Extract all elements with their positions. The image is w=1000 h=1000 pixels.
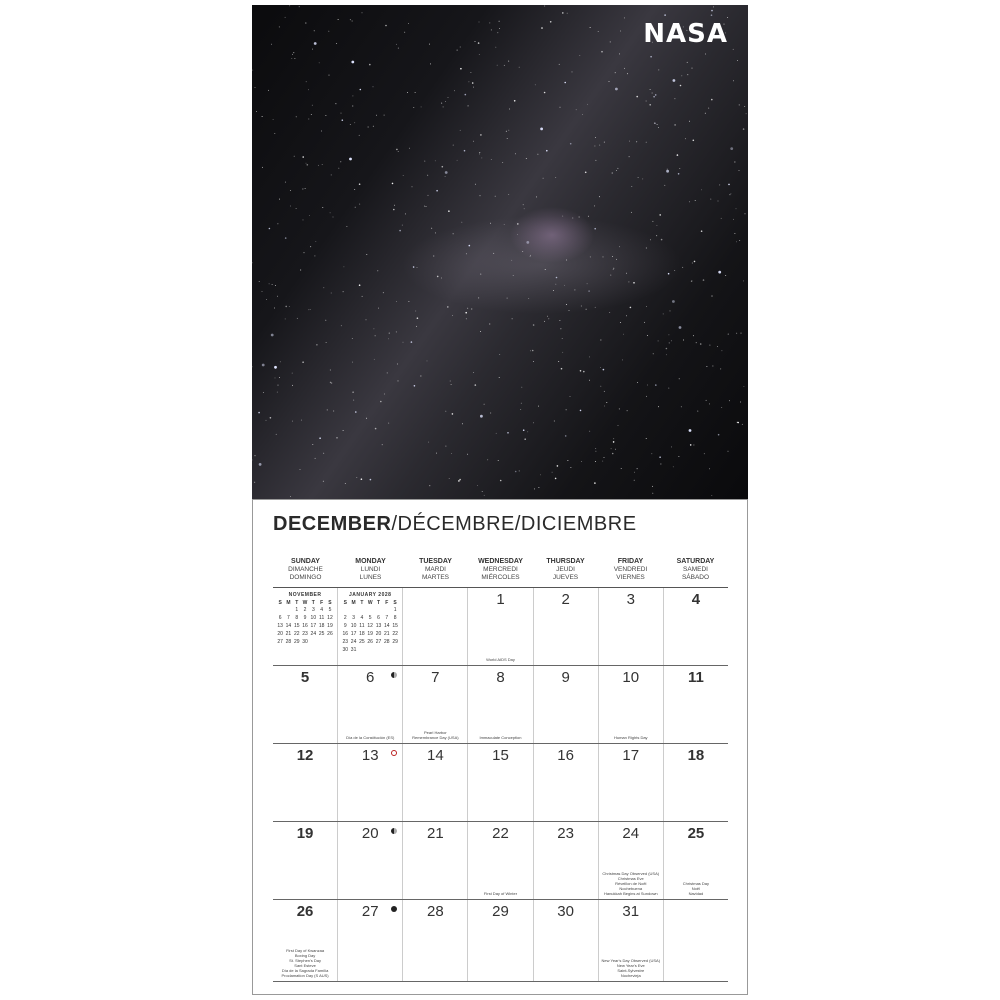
weekday-es: LUNES [359,574,382,581]
mini-day: 19 [367,631,373,637]
mini-day: 12 [327,615,333,621]
mini-day: 5 [368,615,372,621]
mini-day: 21 [383,631,390,637]
weekday-es: JUEVES [552,574,579,581]
mini-calendar-title: JANUARY 2028 [349,592,392,598]
day-cell[interactable] [467,822,532,899]
day-cell[interactable] [273,822,337,899]
week-row [273,900,728,982]
mini-day [366,646,374,654]
mini-day: 9 [303,615,307,621]
mini-day: 2 [343,615,347,621]
mini-calendar-title: NOVEMBER [288,592,322,598]
day-number: 26 [296,903,314,920]
mini-day: 4 [320,607,324,613]
mini-day: 7 [385,615,389,621]
day-cell[interactable] [402,666,467,743]
weekday-header-tuesday [403,558,468,587]
weekday-en: MONDAY [355,558,386,565]
mini-day: 6 [377,615,380,621]
weekday-header-friday [598,558,663,587]
day-cell[interactable] [598,744,663,821]
day-number: 11 [687,669,704,686]
mini-day: 20 [375,631,382,637]
day-cell[interactable] [467,588,532,665]
holiday-label: New Year's Day Observed (USA) New Year's Eve Saint-Sylvestre Nochevieja [601,958,661,978]
holiday-label: Pearl Harbor Remembrance Day (USA) [412,730,459,740]
day-cell[interactable] [402,744,467,821]
mini-day: 24 [350,639,357,645]
day-number: 24 [622,825,640,842]
weekday-header-saturday [663,558,728,587]
day-cell[interactable] [533,588,598,665]
mini-day [284,606,292,614]
day-number: 15 [492,747,509,764]
day-cell[interactable] [598,900,663,981]
mini-day: 29 [392,639,398,645]
mini-day: 28 [383,639,390,645]
mini-day-header: F [320,599,324,606]
day-cell[interactable] [402,588,467,665]
mini-day: 13 [375,623,382,629]
holiday-label: First Day of Kwanzaa Boxing Day St. Stephen's Day Sant Esteve Día de la Sagrada Família Proclamation Day (S AUS) [281,948,329,978]
weekday-header-monday [338,558,403,587]
mini-day: 20 [277,631,283,637]
mini-day [366,606,374,614]
mini-day: 14 [285,623,292,629]
day-cell[interactable] [598,588,663,665]
mini-day-header: F [385,599,389,606]
mini-day [349,606,357,614]
day-number: 18 [687,747,705,764]
day-number: 9 [561,669,570,686]
day-number: 8 [496,669,505,686]
day-number: 29 [492,903,509,920]
weekday-header-wednesday [468,558,533,587]
weekday-es: SÁBADO [681,574,710,581]
weekday-en: WEDNESDAY [478,558,523,565]
mini-day: 29 [293,639,300,645]
weekday-fr: MERCREDI [483,566,518,573]
mini-day: 22 [392,631,398,637]
mini-day [276,606,284,614]
day-number: 12 [296,747,314,764]
day-number: 14 [427,747,444,764]
day-cell[interactable] [533,822,598,899]
mini-day [309,638,317,646]
day-number: 19 [296,825,314,842]
mini-day: 25 [359,639,365,645]
mini-day: 15 [392,623,398,629]
mini-day: 9 [343,623,347,629]
mini-day: 22 [293,631,300,637]
day-number: 16 [557,747,574,764]
mini-day: 24 [310,631,317,637]
day-number: 23 [557,825,574,842]
mini-calendar-prev [276,592,334,646]
weekday-es: DOMINGO [289,574,322,581]
mini-calendar-table [276,599,334,646]
day-cell[interactable] [467,744,532,821]
nasa-logo: NASA [643,19,728,49]
mini-day-header: T [376,599,380,606]
month-title-alt: /DÉCEMBRE/DICIEMBRE [391,513,637,535]
weekday-en: THURSDAY [546,558,585,565]
weekday-fr: LUNDI [360,566,381,573]
mini-day [391,646,399,654]
day-cell[interactable] [337,822,402,899]
mini-day: 19 [327,623,333,629]
mini-day: 23 [342,639,349,645]
day-cell[interactable] [467,666,532,743]
mini-day [358,606,366,614]
weekday-fr: VENDREDI [613,566,648,573]
mini-day: 21 [285,631,292,637]
day-cell[interactable] [663,588,728,665]
mini-calendar-next [341,592,399,654]
month-title-main: DECEMBER [273,513,392,535]
weekday-en: SATURDAY [676,558,715,565]
mini-day: 17 [350,631,357,637]
weekday-es: MIÉRCOLES [481,574,520,581]
mini-day [383,606,391,614]
day-cell[interactable] [663,744,728,821]
day-cell[interactable] [533,666,598,743]
day-cell[interactable] [598,822,663,899]
day-cell[interactable] [467,900,532,981]
weekday-fr: JEUDI [556,566,575,573]
mini-day-header: M [286,599,291,606]
mini-day: 14 [383,623,390,629]
mini-day: 30 [342,647,349,653]
day-number: 31 [622,903,640,920]
weekday-header-row [273,558,728,588]
weekday-en: FRIDAY [617,558,644,565]
weekday-header-sunday [273,558,338,587]
day-cell[interactable] [337,744,402,821]
calendar-grid [273,558,728,982]
day-number: 10 [622,669,640,686]
mini-day: 15 [293,623,300,629]
day-number: 28 [427,903,444,920]
day-cell[interactable] [337,666,402,743]
day-number: 2 [561,591,570,608]
mini-day: 30 [302,639,308,645]
mini-day: 26 [327,631,333,637]
mini-day [317,638,325,646]
holiday-label: Día de la Constitución (ES) [346,735,395,740]
mini-day-header: W [367,599,373,606]
day-cell[interactable] [273,588,337,665]
mini-day [341,606,349,614]
mini-day: 1 [295,607,299,613]
mini-day: 1 [393,607,397,613]
week-row [273,588,728,666]
weekday-fr: SAMEDI [683,566,708,573]
mini-day-header: S [343,599,347,606]
mini-day [383,646,391,654]
mini-day: 8 [393,615,397,621]
day-number: 20 [361,825,379,842]
day-cell[interactable] [402,900,467,981]
mini-day: 23 [302,631,308,637]
week-row [273,744,728,822]
day-cell[interactable] [533,900,598,981]
day-cell[interactable] [337,588,402,665]
mini-day: 26 [367,639,373,645]
mini-day: 10 [310,615,317,621]
day-cell[interactable] [402,822,467,899]
mini-day [374,606,382,614]
mini-day: 18 [318,623,325,629]
mini-day [326,638,334,646]
mini-day-header: T [360,599,364,606]
mini-day [358,646,366,654]
day-number: 22 [492,825,509,842]
mini-day: 13 [277,623,283,629]
day-cell[interactable] [337,900,402,981]
day-number: 21 [427,825,444,842]
holiday-label: Immaculate Conception [479,735,522,740]
day-cell[interactable] [663,822,728,899]
mini-day: 16 [342,631,349,637]
mini-day: 11 [319,615,325,621]
mini-calendar-table [341,599,399,654]
day-number: 25 [687,825,705,842]
mini-day: 8 [295,615,299,621]
mini-day-header: S [278,599,282,606]
mini-day: 4 [360,615,364,621]
week-row [273,666,728,744]
mini-day-header: S [328,599,332,606]
day-number: 6 [366,669,375,686]
milky-way-photo [252,5,748,499]
holiday-label: Christmas Day Observed (USA) Christmas Eve Réveillon de Noël Nochebuena Hanukkah Begins at Sundown [602,871,660,896]
month-title [273,513,637,536]
day-number: 30 [557,903,574,920]
day-number: 4 [691,591,701,608]
day-cell[interactable] [273,666,337,743]
day-number: 5 [300,669,310,686]
day-number: 1 [496,591,505,608]
mini-day-header: T [311,599,315,606]
week-row [273,822,728,900]
mini-day-header: S [393,599,397,606]
holiday-label: First Day of Winter [483,891,518,896]
star-field [252,5,748,499]
mini-day: 25 [318,631,325,637]
mini-day: 28 [285,639,292,645]
weekday-fr: DIMANCHE [288,566,323,573]
calendar-sheet [252,499,748,995]
holiday-label: World AIDS Day [486,657,515,662]
day-cell[interactable] [533,744,598,821]
day-cell[interactable] [663,666,728,743]
mini-day: 16 [302,623,308,629]
day-cell[interactable] [273,900,337,981]
day-cell[interactable] [598,666,663,743]
weekday-en: TUESDAY [419,558,452,565]
mini-day: 5 [328,607,332,613]
weekday-fr: MARDI [425,566,446,573]
mini-day: 6 [278,615,282,621]
mini-day: 31 [350,647,357,653]
mini-day: 18 [359,631,365,637]
day-cell[interactable] [273,744,337,821]
holiday-label: Christmas Day Noël Navidad [682,881,710,896]
mini-day: 3 [311,607,315,613]
weekday-es: MARTES [422,574,449,581]
day-number: 27 [361,903,379,920]
mini-day-header: T [295,599,299,606]
mini-day-header: M [351,599,356,606]
mini-day: 10 [350,623,357,629]
day-number: 3 [626,591,635,608]
mini-day: 7 [287,615,290,621]
day-number: 13 [361,747,379,764]
mini-day: 27 [277,639,283,645]
mini-day: 27 [375,639,382,645]
weekday-en: SUNDAY [291,558,320,565]
mini-day: 17 [310,623,317,629]
mini-day: 12 [367,623,373,629]
mini-day: 3 [352,615,355,621]
mini-day-header: W [302,599,308,606]
holiday-label: Human Rights Day [613,735,648,740]
mini-day: 11 [359,623,365,629]
weekday-es: VIERNES [616,574,645,581]
weekday-header-thursday [533,558,598,587]
day-cell[interactable] [663,900,728,981]
day-number: 17 [622,747,640,764]
mini-day: 2 [303,607,307,613]
day-number: 7 [431,669,440,686]
mini-day [374,646,382,654]
